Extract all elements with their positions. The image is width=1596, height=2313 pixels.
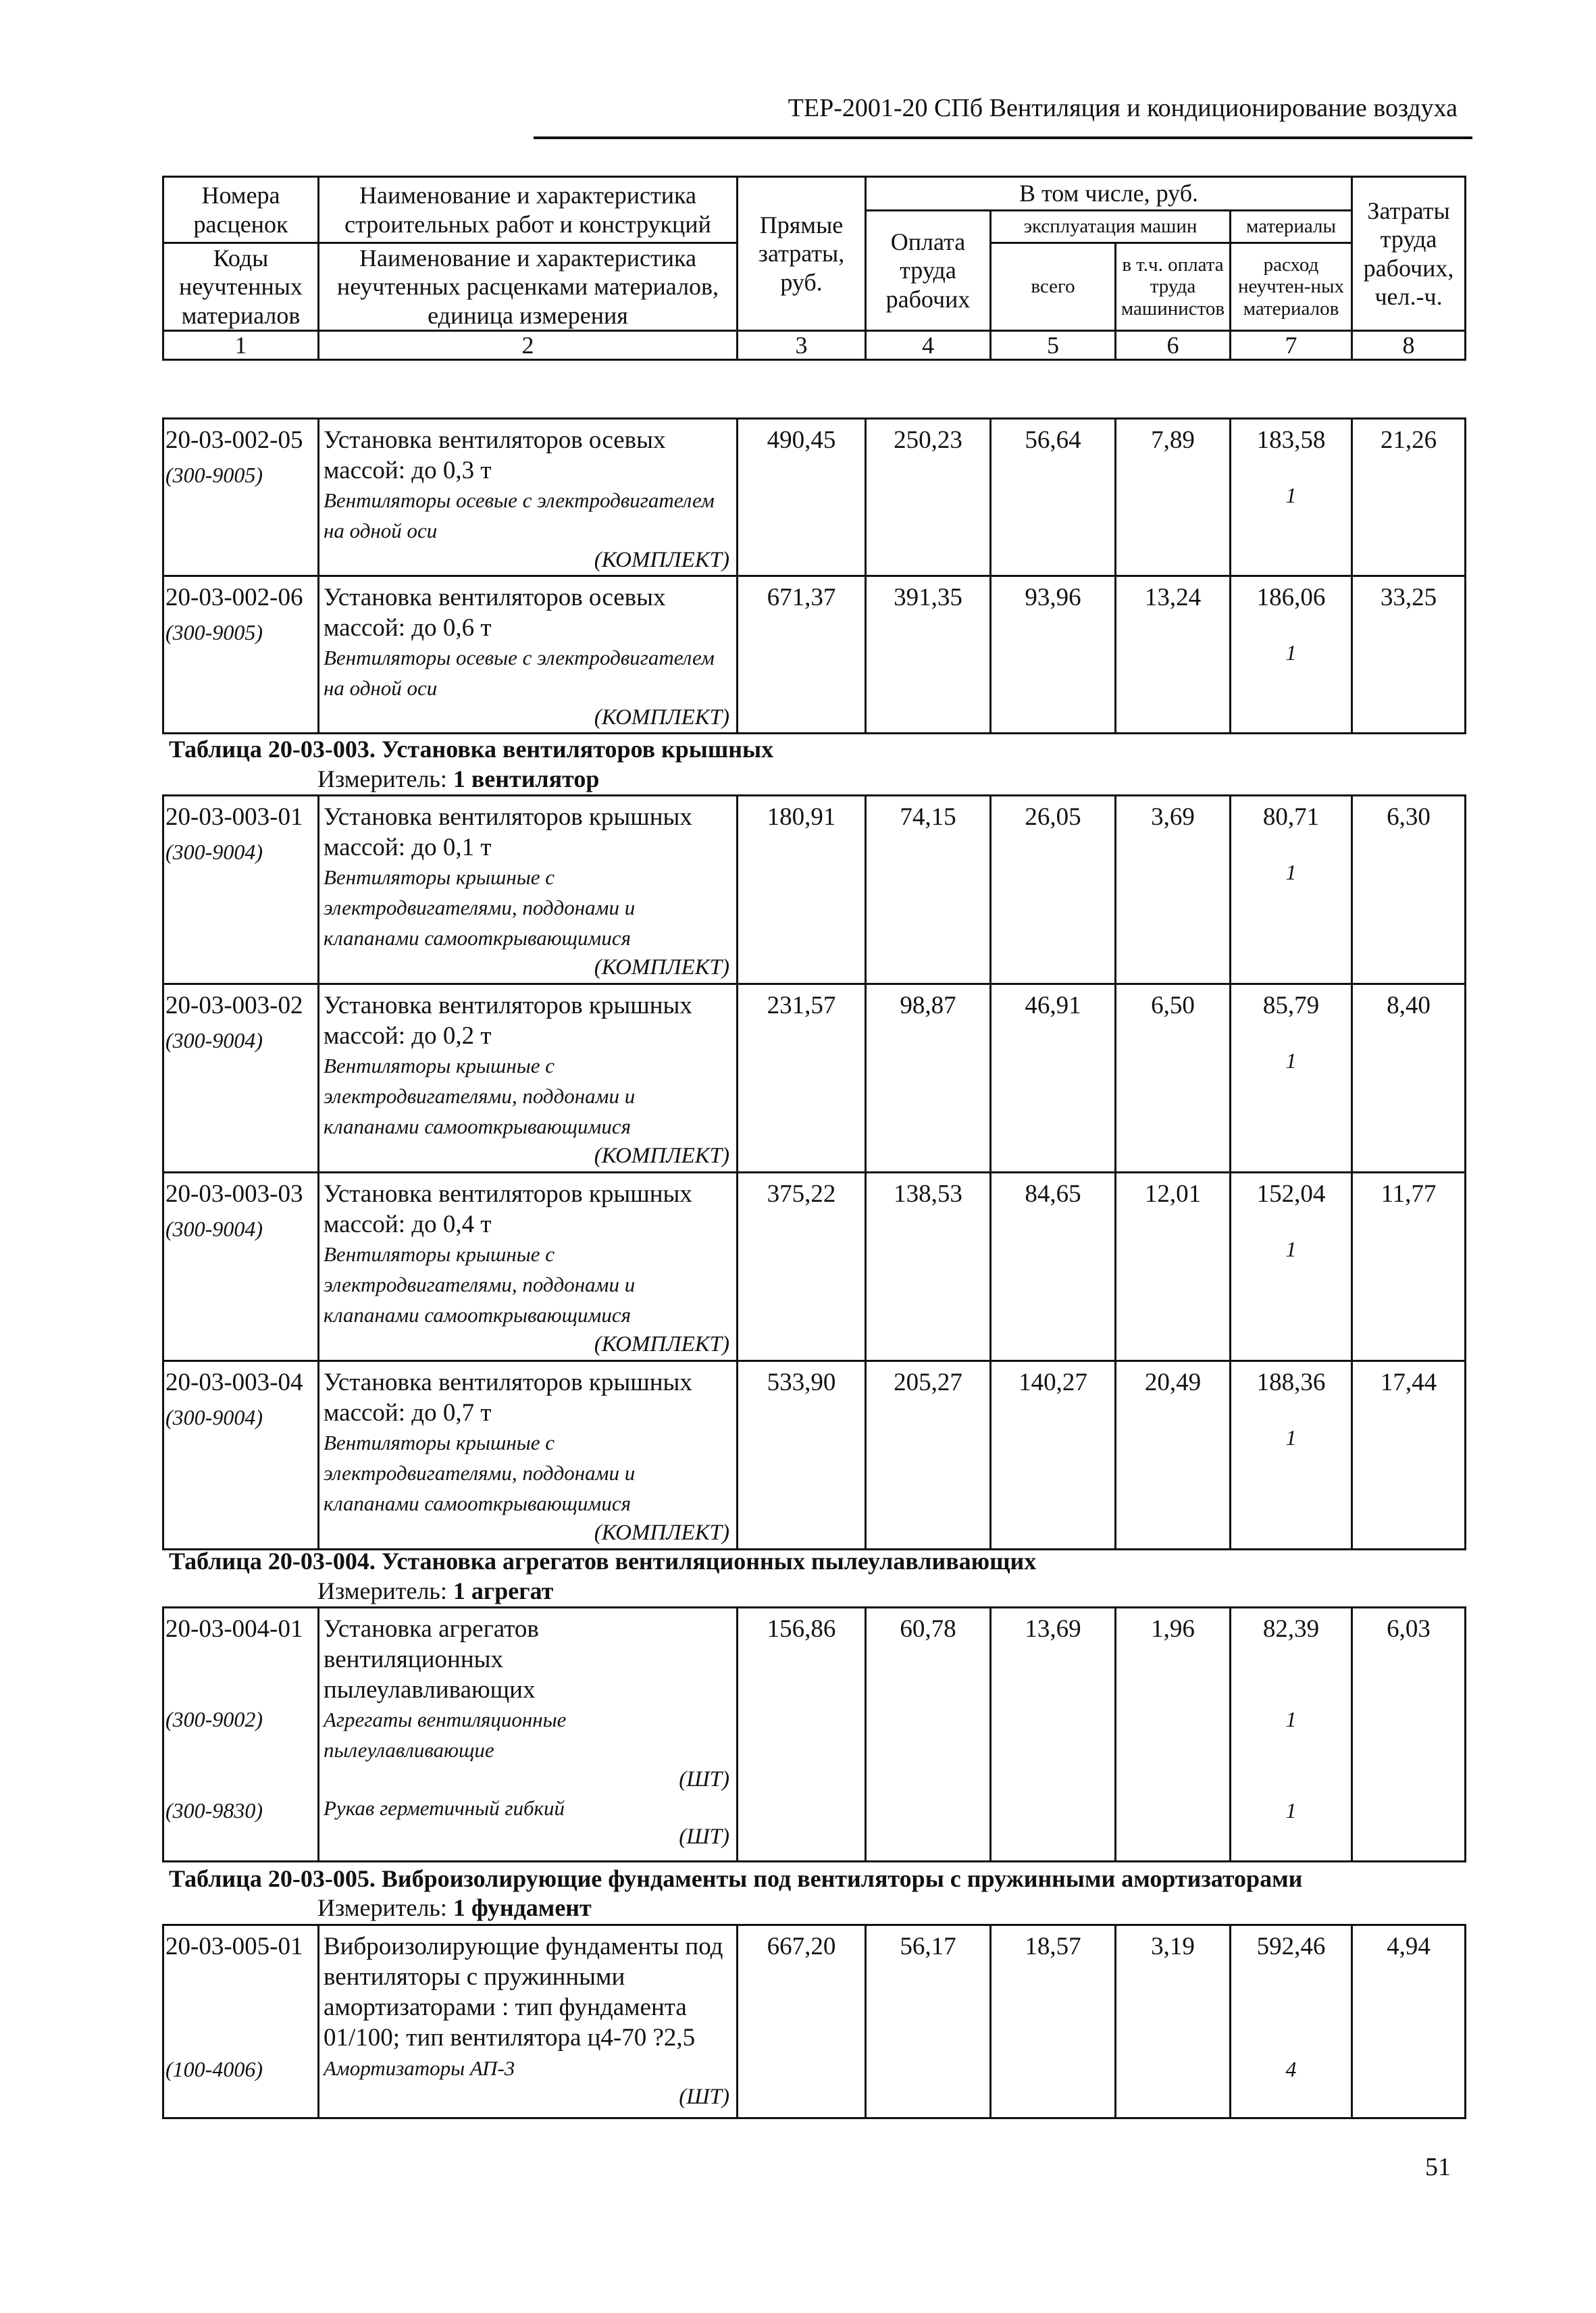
machines-total: 46,91 (991, 984, 1116, 1173)
labor-hours: 6,30 (1352, 796, 1466, 984)
rate-code: 20-03-002-06 (165, 584, 303, 611)
machinist-pay: 20,49 (1116, 1361, 1231, 1550)
rates-table-20-03-004 (162, 1606, 1466, 1862)
col-number: 5 (991, 331, 1116, 360)
unit: (КОМПЛЕКТ) (594, 955, 729, 980)
machines-total: 26,05 (991, 796, 1116, 984)
col-number: 4 (866, 331, 991, 360)
col-number: 7 (1231, 331, 1352, 360)
machines-total: 18,57 (991, 1925, 1116, 2118)
rate-code: 20-03-003-03 (165, 1180, 303, 1208)
direct-costs: 671,37 (738, 576, 866, 734)
rate-code: 20-03-004-01 (165, 1615, 303, 1643)
material-name: Рукав герметичный гибкий (324, 1796, 565, 1820)
material-code: (300-9004) (165, 1217, 263, 1242)
rate-code: 20-03-002-05 (165, 426, 303, 454)
table-row (163, 1361, 1466, 1550)
table-row (163, 419, 1466, 576)
material-quantity: 1 (1285, 640, 1297, 665)
col-header-machines-total: всего (991, 243, 1116, 331)
work-name: Установка агрегатов вентиляционных пылеулавливающих (324, 1615, 539, 1704)
labor-pay: 56,17 (866, 1925, 991, 2118)
material-quantity: 1 (1285, 1237, 1297, 1262)
materials-cost: 80,71 (1262, 803, 1320, 831)
materials-cost: 188,36 (1256, 1369, 1326, 1396)
materials-cost: 82,39 (1262, 1615, 1320, 1643)
col-header-mat-name: Наименование и характеристика неучтенных расценками материалов, единица измерения (319, 243, 738, 331)
labor-pay: 60,78 (866, 1608, 991, 1862)
material-quantity: 1 (1285, 860, 1297, 885)
material-code: (300-9005) (165, 620, 263, 645)
rates-table-20-03-002 (162, 417, 1466, 734)
col-header-work-name: Наименование и характеристика строительных работ и конструкций (319, 177, 738, 243)
direct-costs: 180,91 (738, 796, 866, 984)
materials-cost: 183,58 (1256, 426, 1326, 454)
work-name: Установка вентиляторов крышных массой: до 0,4 т (324, 1180, 692, 1239)
unit: (ШТ) (679, 2085, 729, 2110)
unit: (КОМПЛЕКТ) (594, 1144, 729, 1169)
material-code: (300-9002) (165, 1707, 263, 1732)
rates-table-20-03-003 (162, 794, 1466, 1550)
meter-label: Измеритель: (317, 1894, 447, 1921)
unit: (КОМПЛЕКТ) (594, 1332, 729, 1357)
labor-pay: 250,23 (866, 419, 991, 576)
table-row (163, 984, 1466, 1173)
material-quantity: 1 (1285, 483, 1297, 508)
col-number: 2 (319, 331, 738, 360)
machinist-pay: 6,50 (1116, 984, 1231, 1173)
col-number: 1 (163, 331, 319, 360)
material-code: (300-9004) (165, 1405, 263, 1430)
direct-costs: 375,22 (738, 1173, 866, 1361)
labor-pay: 74,15 (866, 796, 991, 984)
meter-label: Измеритель: (317, 1577, 447, 1604)
page-number: 51 (1425, 2153, 1451, 2181)
meter-value: 1 агрегат (453, 1577, 554, 1604)
material-name: Агрегаты вентиляционные пылеулавливающие (324, 1708, 567, 1762)
work-name: Установка вентиляторов осевых массой: до 0,3 т (324, 426, 666, 485)
material-code: (300-9830) (165, 1798, 263, 1823)
machinist-pay: 3,19 (1116, 1925, 1231, 2118)
material-name: Вентиляторы крышные с электродвигателями, поддонами и клапанами самооткрывающимися (324, 1242, 636, 1327)
materials-cost: 592,46 (1256, 1933, 1326, 1960)
material-name: Вентиляторы крышные с электродвигателями, поддонами и клапанами самооткрывающимися (324, 1054, 636, 1139)
labor-pay: 391,35 (866, 576, 991, 734)
col-number: 8 (1352, 331, 1466, 360)
unit: (КОМПЛЕКТ) (594, 548, 729, 573)
material-name: Вентиляторы крышные с электродвигателями, поддонами и клапанами самооткрывающимися (324, 865, 636, 950)
table-meter (317, 765, 599, 793)
machines-total: 84,65 (991, 1173, 1116, 1361)
col-header-machines: эксплуатация машин (991, 211, 1231, 243)
labor-pay: 138,53 (866, 1173, 991, 1361)
table-title: Таблица 20-03-003. Установка вентиляторов крышных (169, 736, 774, 763)
col-header-direct-costs: Прямые затраты, руб. (738, 177, 866, 331)
col-header-rate-numbers: Номера расценок (163, 177, 319, 243)
rate-code: 20-03-005-01 (165, 1933, 303, 1960)
material-quantity: 1 (1285, 1798, 1297, 1823)
table-row (163, 1925, 1466, 2118)
unit: (КОМПЛЕКТ) (594, 705, 729, 730)
table-title: Таблица 20-03-005. Виброизолирующие фундаменты под вентиляторы с пружинными амортизаторами (169, 1865, 1303, 1892)
material-quantity: 1 (1285, 1048, 1297, 1073)
column-header-table (162, 176, 1466, 361)
unit: (КОМПЛЕКТ) (594, 1521, 729, 1546)
meter-value: 1 фундамент (453, 1894, 592, 1921)
machinist-pay: 1,96 (1116, 1608, 1231, 1862)
labor-hours: 6,03 (1352, 1608, 1466, 1862)
materials-cost: 186,06 (1256, 584, 1326, 611)
labor-pay: 98,87 (866, 984, 991, 1173)
col-number: 3 (738, 331, 866, 360)
labor-hours: 4,94 (1352, 1925, 1466, 2118)
material-code: (100-4006) (165, 2057, 263, 2082)
direct-costs: 490,45 (738, 419, 866, 576)
labor-hours: 17,44 (1352, 1361, 1466, 1550)
machinist-pay: 3,69 (1116, 796, 1231, 984)
work-name: Установка вентиляторов крышных массой: до 0,7 т (324, 1369, 692, 1427)
col-header-including: В том числе, руб. (866, 177, 1352, 211)
material-quantity: 1 (1285, 1425, 1297, 1450)
work-name: Установка вентиляторов осевых массой: до 0,6 т (324, 584, 666, 642)
direct-costs: 667,20 (738, 1925, 866, 2118)
col-header-materials: материалы (1231, 211, 1352, 243)
material-name: Вентиляторы крышные с электродвигателями, поддонами и клапанами самооткрывающимися (324, 1431, 636, 1516)
material-name: Вентиляторы осевые с электродвигателем на одной оси (324, 488, 715, 543)
labor-pay: 205,27 (866, 1361, 991, 1550)
page-header-title: ТЕР-2001-20 СПб Вентиляция и кондиционирование воздуха (788, 94, 1458, 122)
materials-cost: 152,04 (1256, 1180, 1326, 1208)
machines-total: 140,27 (991, 1361, 1116, 1550)
unit: (ШТ) (679, 1767, 729, 1792)
table-meter (317, 1893, 592, 1922)
table-title: Таблица 20-03-004. Установка агрегатов вентиляционных пылеулавливающих (169, 1548, 1037, 1575)
rate-code: 20-03-003-02 (165, 992, 303, 1019)
machinist-pay: 13,24 (1116, 576, 1231, 734)
material-code: (300-9004) (165, 1028, 263, 1053)
material-name: Амортизаторы АП-3 (324, 2056, 515, 2080)
direct-costs: 533,90 (738, 1361, 866, 1550)
col-header-machinist-pay: в т.ч. оплата труда машинистов (1116, 243, 1231, 331)
labor-hours: 8,40 (1352, 984, 1466, 1173)
meter-label: Измеритель: (317, 765, 447, 792)
machines-total: 56,64 (991, 419, 1116, 576)
labor-hours: 33,25 (1352, 576, 1466, 734)
table-row (163, 576, 1466, 734)
table-meter (317, 1577, 553, 1605)
machines-total: 13,69 (991, 1608, 1116, 1862)
labor-hours: 21,26 (1352, 419, 1466, 576)
materials-cost: 85,79 (1262, 992, 1320, 1019)
machinist-pay: 7,89 (1116, 419, 1231, 576)
unit: (ШТ) (679, 1825, 729, 1850)
material-code: (300-9004) (165, 840, 263, 865)
work-name: Виброизолирующие фундаменты под вентиляторы с пружинными амортизаторами : тип фундамента 01/100; тип вентилятора ц4-70 ?2,5 (324, 1933, 723, 2052)
labor-hours: 11,77 (1352, 1173, 1466, 1361)
col-header-labor-pay: Оплата труда рабочих (866, 211, 991, 331)
meter-value: 1 вентилятор (453, 765, 600, 792)
rate-code: 20-03-003-04 (165, 1369, 303, 1396)
direct-costs: 231,57 (738, 984, 866, 1173)
table-row (163, 1608, 1466, 1862)
col-number: 6 (1116, 331, 1231, 360)
material-code: (300-9005) (165, 463, 263, 488)
table-row (163, 1173, 1466, 1361)
table-row (163, 796, 1466, 984)
machines-total: 93,96 (991, 576, 1116, 734)
material-quantity: 4 (1285, 2057, 1297, 2082)
rates-table-20-03-005 (162, 1924, 1466, 2119)
machinist-pay: 12,01 (1116, 1173, 1231, 1361)
work-name: Установка вентиляторов крышных массой: до 0,2 т (324, 992, 692, 1050)
col-header-mat-codes: Коды неучтенных материалов (163, 243, 319, 331)
col-header-labor-hours: Затраты труда рабочих, чел.-ч. (1352, 177, 1466, 331)
col-header-unaccounted-materials: расход неучтен-ных материалов (1231, 243, 1352, 331)
header-rule (534, 136, 1472, 139)
rate-code: 20-03-003-01 (165, 803, 303, 831)
work-name: Установка вентиляторов крышных массой: до 0,1 т (324, 803, 692, 862)
direct-costs: 156,86 (738, 1608, 866, 1862)
material-name: Вентиляторы осевые с электродвигателем на одной оси (324, 646, 715, 701)
material-quantity: 1 (1285, 1707, 1297, 1732)
